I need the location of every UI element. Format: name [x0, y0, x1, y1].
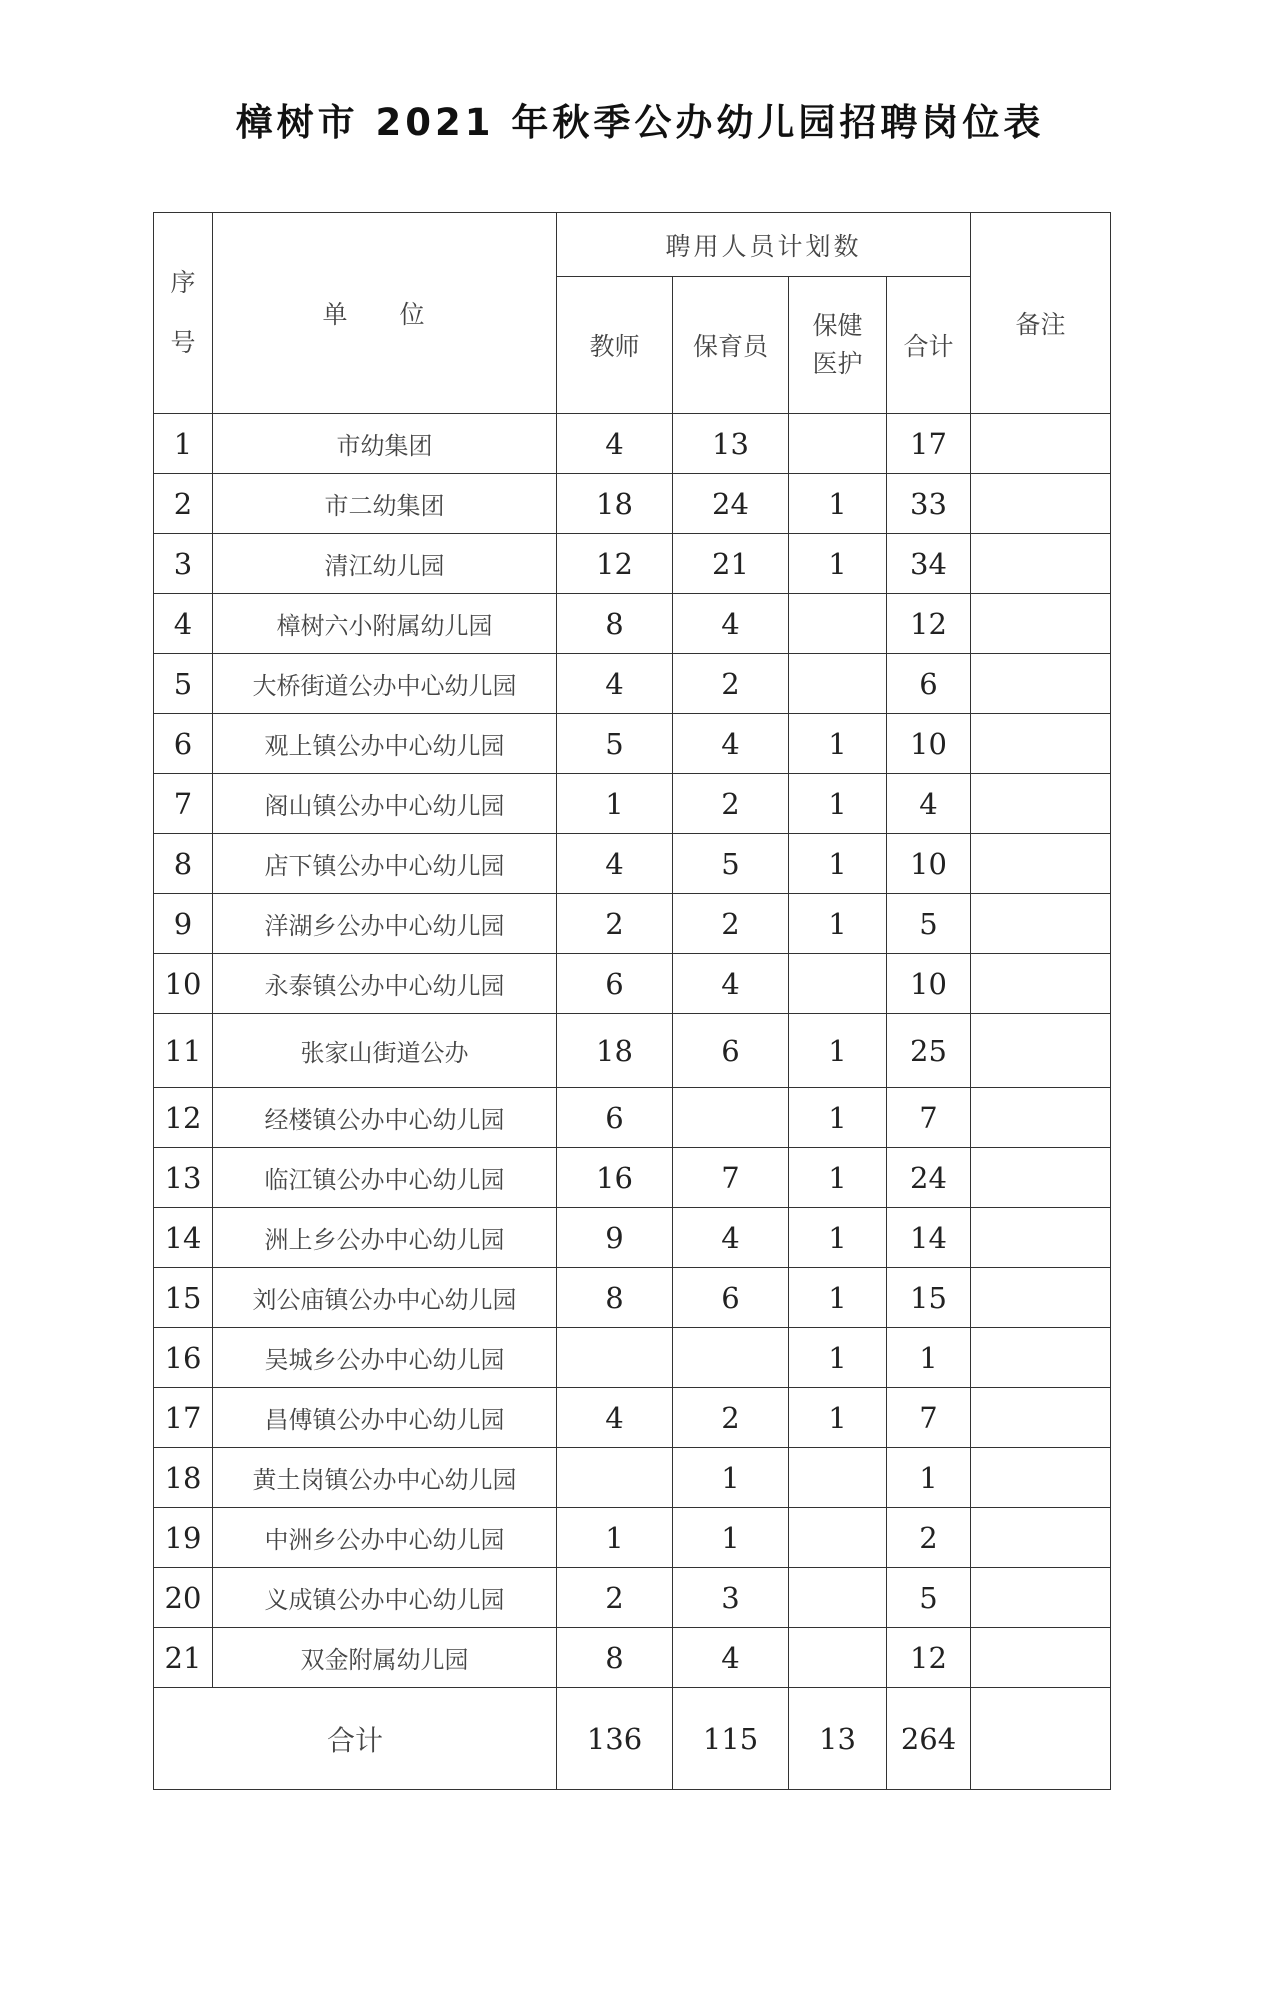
row-total-cell: 2 [887, 1508, 971, 1568]
row-health-cell [789, 1508, 887, 1568]
row-total-cell: 1 [887, 1448, 971, 1508]
row-total-cell: 12 [887, 594, 971, 654]
row-health-cell: 1 [789, 1088, 887, 1148]
row-remark-cell [971, 1148, 1111, 1208]
row-teacher-cell: 1 [557, 1508, 673, 1568]
row-teacher-cell: 6 [557, 954, 673, 1014]
totals-row [154, 1688, 1111, 1790]
row-caregiver-cell: 21 [673, 534, 789, 594]
row-total-cell: 17 [887, 414, 971, 474]
row-seq-cell: 16 [154, 1328, 213, 1388]
row-unit-cell: 义成镇公办中心幼儿园 [213, 1568, 557, 1628]
header-health-bottom: 医护 [812, 349, 863, 378]
row-teacher-cell: 8 [557, 594, 673, 654]
row-remark-cell [971, 1568, 1111, 1628]
header-seq [154, 213, 213, 414]
row-unit-cell: 经楼镇公办中心幼儿园 [213, 1088, 557, 1148]
row-teacher-cell: 12 [557, 534, 673, 594]
row-unit-cell: 永泰镇公办中心幼儿园 [213, 954, 557, 1014]
row-remark-cell [971, 1014, 1111, 1088]
table-row [154, 654, 1111, 714]
row-remark-cell [971, 774, 1111, 834]
row-total-cell: 4 [887, 774, 971, 834]
row-health-cell: 1 [789, 474, 887, 534]
row-seq-cell: 1 [154, 414, 213, 474]
recruitment-table [153, 212, 1111, 1790]
table-row [154, 714, 1111, 774]
table-row [154, 1088, 1111, 1148]
row-total-cell: 33 [887, 474, 971, 534]
row-unit-cell: 樟树六小附属幼儿园 [213, 594, 557, 654]
row-teacher-cell: 8 [557, 1628, 673, 1688]
row-caregiver-cell: 2 [673, 774, 789, 834]
row-total-cell: 7 [887, 1088, 971, 1148]
row-caregiver-cell: 4 [673, 954, 789, 1014]
row-teacher-cell: 8 [557, 1268, 673, 1328]
row-health-cell [789, 594, 887, 654]
row-unit-cell: 大桥街道公办中心幼儿园 [213, 654, 557, 714]
row-remark-cell [971, 654, 1111, 714]
row-health-cell: 1 [789, 774, 887, 834]
table-row [154, 1208, 1111, 1268]
row-caregiver-cell: 5 [673, 834, 789, 894]
row-remark-cell [971, 474, 1111, 534]
row-unit-cell: 刘公庙镇公办中心幼儿园 [213, 1268, 557, 1328]
row-caregiver-cell: 2 [673, 1388, 789, 1448]
row-health-cell: 1 [789, 1014, 887, 1088]
table-row [154, 1014, 1111, 1088]
row-unit-cell: 观上镇公办中心幼儿园 [213, 714, 557, 774]
totals-remark [971, 1688, 1111, 1790]
header-seq-bottom: 号 [170, 328, 196, 357]
row-teacher-cell: 2 [557, 894, 673, 954]
header-row-1 [154, 213, 1111, 277]
row-caregiver-cell: 4 [673, 594, 789, 654]
row-seq-cell: 15 [154, 1268, 213, 1328]
row-unit-cell: 市二幼集团 [213, 474, 557, 534]
row-unit-cell: 双金附属幼儿园 [213, 1628, 557, 1688]
row-health-cell: 1 [789, 1148, 887, 1208]
row-seq-cell: 21 [154, 1628, 213, 1688]
row-remark-cell [971, 414, 1111, 474]
row-caregiver-cell: 2 [673, 654, 789, 714]
row-teacher-cell [557, 1328, 673, 1388]
row-seq-cell: 6 [154, 714, 213, 774]
table-row [154, 1448, 1111, 1508]
table-row [154, 1568, 1111, 1628]
row-total-cell: 5 [887, 1568, 971, 1628]
row-remark-cell [971, 1448, 1111, 1508]
row-seq-cell: 9 [154, 894, 213, 954]
row-unit-cell: 店下镇公办中心幼儿园 [213, 834, 557, 894]
row-seq-cell: 7 [154, 774, 213, 834]
row-teacher-cell: 4 [557, 1388, 673, 1448]
header-seq-top: 序 [170, 268, 196, 297]
row-total-cell: 14 [887, 1208, 971, 1268]
row-seq-cell: 10 [154, 954, 213, 1014]
row-remark-cell [971, 1388, 1111, 1448]
row-caregiver-cell: 13 [673, 414, 789, 474]
row-health-cell [789, 654, 887, 714]
row-unit-cell: 洋湖乡公办中心幼儿园 [213, 894, 557, 954]
row-teacher-cell: 6 [557, 1088, 673, 1148]
table-row [154, 834, 1111, 894]
row-unit-cell: 中洲乡公办中心幼儿园 [213, 1508, 557, 1568]
row-seq-cell: 12 [154, 1088, 213, 1148]
table-row [154, 534, 1111, 594]
row-seq-cell: 5 [154, 654, 213, 714]
header-teacher: 教师 [557, 277, 673, 414]
row-unit-cell: 阁山镇公办中心幼儿园 [213, 774, 557, 834]
row-caregiver-cell [673, 1088, 789, 1148]
row-unit-cell: 临江镇公办中心幼儿园 [213, 1148, 557, 1208]
table-row [154, 414, 1111, 474]
header-plan-group: 聘用人员计划数 [557, 213, 971, 277]
row-total-cell: 1 [887, 1328, 971, 1388]
row-teacher-cell: 16 [557, 1148, 673, 1208]
header-remarks: 备注 [971, 213, 1111, 414]
table-row [154, 474, 1111, 534]
row-caregiver-cell: 4 [673, 1208, 789, 1268]
row-seq-cell: 11 [154, 1014, 213, 1088]
row-seq-cell: 3 [154, 534, 213, 594]
row-caregiver-cell: 2 [673, 894, 789, 954]
row-caregiver-cell: 6 [673, 1268, 789, 1328]
row-remark-cell [971, 1208, 1111, 1268]
row-unit-cell: 市幼集团 [213, 414, 557, 474]
row-teacher-cell [557, 1448, 673, 1508]
row-health-cell: 1 [789, 534, 887, 594]
row-remark-cell [971, 534, 1111, 594]
row-teacher-cell: 9 [557, 1208, 673, 1268]
totals-total: 264 [887, 1688, 971, 1790]
table-row [154, 954, 1111, 1014]
row-seq-cell: 8 [154, 834, 213, 894]
row-health-cell: 1 [789, 1268, 887, 1328]
row-total-cell: 10 [887, 834, 971, 894]
row-remark-cell [971, 1328, 1111, 1388]
totals-label: 合计 [154, 1688, 557, 1790]
row-unit-cell: 昌傅镇公办中心幼儿园 [213, 1388, 557, 1448]
row-seq-cell: 4 [154, 594, 213, 654]
header-caregiver: 保育员 [673, 277, 789, 414]
row-total-cell: 6 [887, 654, 971, 714]
row-health-cell [789, 414, 887, 474]
row-teacher-cell: 4 [557, 834, 673, 894]
document-title: 樟树市 2021 年秋季公办幼儿园招聘岗位表 [235, 101, 1045, 144]
row-seq-cell: 19 [154, 1508, 213, 1568]
table-row [154, 594, 1111, 654]
row-seq-cell: 14 [154, 1208, 213, 1268]
row-remark-cell [971, 1268, 1111, 1328]
row-caregiver-cell: 24 [673, 474, 789, 534]
row-caregiver-cell: 3 [673, 1568, 789, 1628]
row-teacher-cell: 1 [557, 774, 673, 834]
header-subtotal: 合计 [887, 277, 971, 414]
row-total-cell: 10 [887, 954, 971, 1014]
table-row [154, 1388, 1111, 1448]
row-health-cell: 1 [789, 1388, 887, 1448]
row-seq-cell: 2 [154, 474, 213, 534]
row-total-cell: 10 [887, 714, 971, 774]
table-row [154, 1268, 1111, 1328]
row-unit-cell: 清江幼儿园 [213, 534, 557, 594]
row-caregiver-cell: 1 [673, 1448, 789, 1508]
row-health-cell [789, 954, 887, 1014]
row-total-cell: 24 [887, 1148, 971, 1208]
row-unit-cell: 吴城乡公办中心幼儿园 [213, 1328, 557, 1388]
row-remark-cell [971, 834, 1111, 894]
row-teacher-cell: 18 [557, 474, 673, 534]
row-unit-cell: 黄土岗镇公办中心幼儿园 [213, 1448, 557, 1508]
row-remark-cell [971, 894, 1111, 954]
row-total-cell: 15 [887, 1268, 971, 1328]
row-teacher-cell: 4 [557, 654, 673, 714]
header-health-top: 保健 [812, 311, 863, 340]
row-teacher-cell: 5 [557, 714, 673, 774]
totals-health: 13 [789, 1688, 887, 1790]
row-seq-cell: 18 [154, 1448, 213, 1508]
row-seq-cell: 17 [154, 1388, 213, 1448]
row-total-cell: 12 [887, 1628, 971, 1688]
row-remark-cell [971, 1088, 1111, 1148]
row-caregiver-cell: 1 [673, 1508, 789, 1568]
header-health [789, 277, 887, 414]
row-unit-cell: 洲上乡公办中心幼儿园 [213, 1208, 557, 1268]
table-row [154, 1628, 1111, 1688]
row-health-cell [789, 1568, 887, 1628]
totals-teacher: 136 [557, 1688, 673, 1790]
row-teacher-cell: 18 [557, 1014, 673, 1088]
row-remark-cell [971, 954, 1111, 1014]
header-unit: 单 位 [213, 213, 557, 414]
table-row [154, 894, 1111, 954]
table-row [154, 1328, 1111, 1388]
row-seq-cell: 13 [154, 1148, 213, 1208]
table-row [154, 1508, 1111, 1568]
row-unit-cell: 张家山街道公办 [213, 1014, 557, 1088]
table-row [154, 774, 1111, 834]
row-total-cell: 34 [887, 534, 971, 594]
row-caregiver-cell: 4 [673, 1628, 789, 1688]
row-caregiver-cell: 7 [673, 1148, 789, 1208]
row-remark-cell [971, 1508, 1111, 1568]
row-health-cell [789, 1628, 887, 1688]
row-caregiver-cell: 4 [673, 714, 789, 774]
row-teacher-cell: 2 [557, 1568, 673, 1628]
row-total-cell: 5 [887, 894, 971, 954]
row-remark-cell [971, 714, 1111, 774]
row-caregiver-cell: 6 [673, 1014, 789, 1088]
row-total-cell: 7 [887, 1388, 971, 1448]
table-row [154, 1148, 1111, 1208]
row-remark-cell [971, 1628, 1111, 1688]
row-teacher-cell: 4 [557, 414, 673, 474]
row-health-cell [789, 1448, 887, 1508]
totals-caregiver: 115 [673, 1688, 789, 1790]
row-health-cell: 1 [789, 714, 887, 774]
row-health-cell: 1 [789, 894, 887, 954]
row-remark-cell [971, 594, 1111, 654]
row-health-cell: 1 [789, 1208, 887, 1268]
row-health-cell: 1 [789, 834, 887, 894]
row-health-cell: 1 [789, 1328, 887, 1388]
row-seq-cell: 20 [154, 1568, 213, 1628]
row-caregiver-cell [673, 1328, 789, 1388]
row-total-cell: 25 [887, 1014, 971, 1088]
